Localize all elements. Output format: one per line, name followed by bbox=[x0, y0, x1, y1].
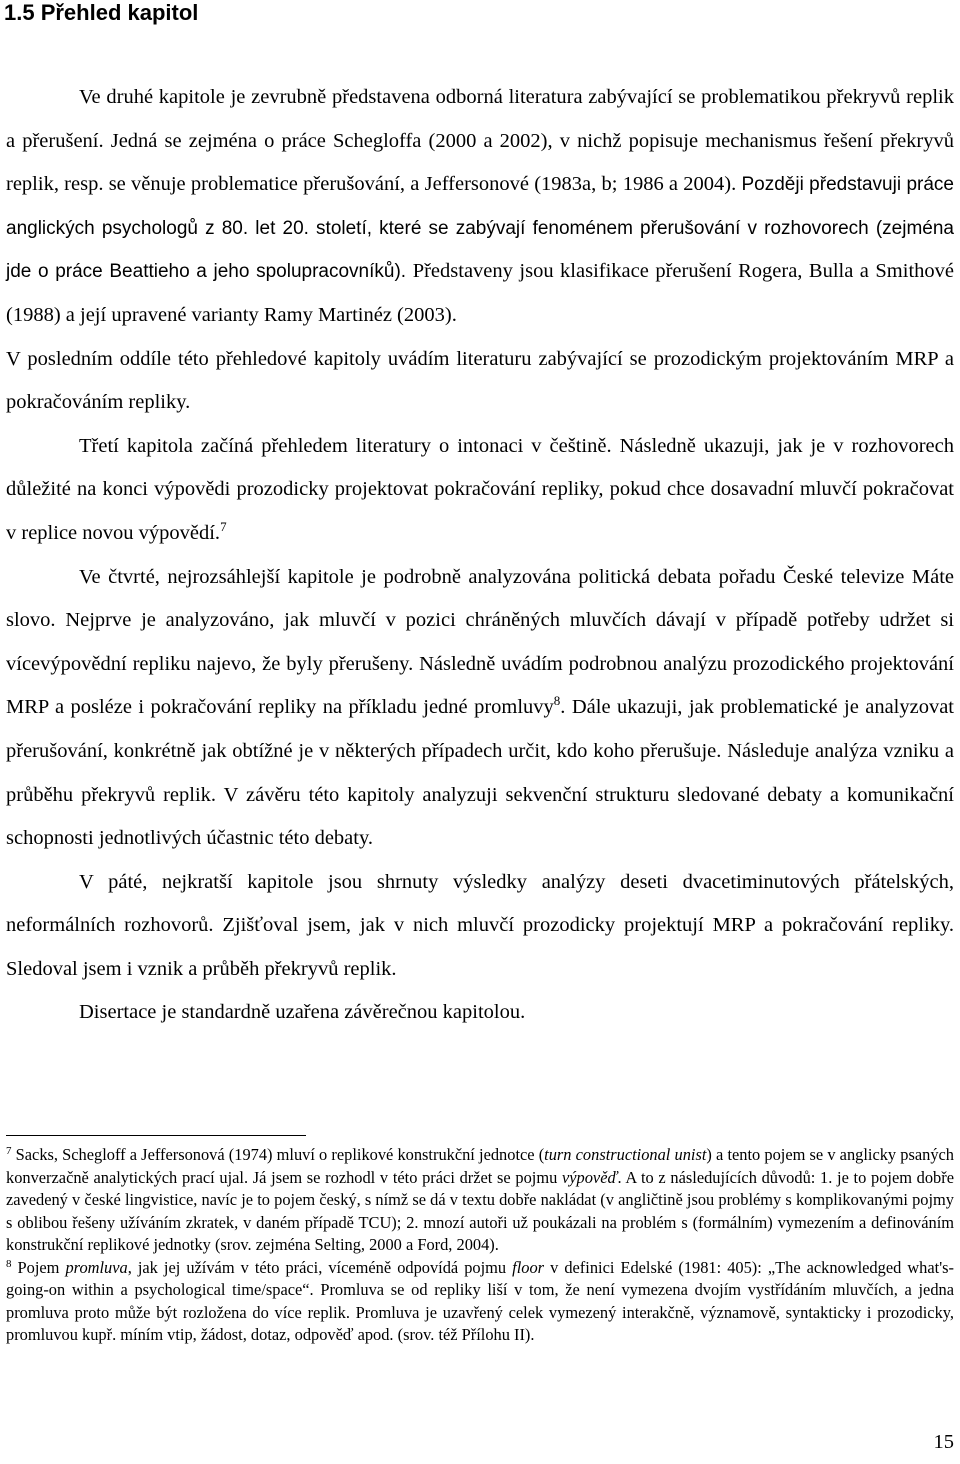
section-heading: 1.5 Přehled kapitol bbox=[4, 0, 199, 25]
footnote-separator bbox=[6, 1135, 306, 1136]
footnote-ref-8: 8 bbox=[553, 693, 561, 709]
paragraph-text: Později představuji práce anglických psychologů z 80. let 20. století, které se zabývají fenoménem přerušování v rozhovorech (zejména jde o práce Beattieho a jeho spolupracovníků). bbox=[6, 174, 954, 283]
footnote-ref-7: 7 bbox=[220, 518, 227, 534]
footnote-italic: turn constructional unist bbox=[544, 1145, 707, 1164]
paragraph-text: Představeny jsou klasifikace přerušení Rogera, Bulla a Smithové (1988) a její upravené varianty Ramy Martinéz (2003). bbox=[6, 260, 954, 326]
page-number: 15 bbox=[933, 1431, 954, 1453]
paragraph-chapter-4 bbox=[6, 556, 954, 861]
footnote-italic: floor bbox=[512, 1257, 545, 1277]
footnote-8 bbox=[6, 1257, 954, 1347]
footnote-text: . A to z následujících důvodů: 1. je to pojem dobře zavedený v české lingvistice, navíc je to pojem český, s nímž se dá v textu dobře nakládat (v angličtině jsou problémy s komplikovanými pojmy s oblibou řešeny užíváním zkratek, v daném případě TCU); 2. mnozí autoři už poukázali na problém s (formálním) vymezením a definováním konstrukční replikové jednotky (srov. zejména Selting, 2000 a Ford, 2004). bbox=[6, 1167, 954, 1254]
paragraph-conclusion: Disertace je standardně uzařena závěrečnou kapitolou. bbox=[79, 1001, 526, 1024]
footnote-text: ) a tento pojem se v anglicky psaných konverzačně analytických prací ujal. Já jsem se rozhodl v této práci držet se pojmu bbox=[6, 1145, 954, 1187]
paragraph-text: Třetí kapitola začíná přehledem literatury o intonaci v češtině. Následně ukazuji, jak je v rozhovorech důležité na konci výpovědi prozodicky projektovat pokračování repliky, pokud chce dosavadní mluvčí pokračovat v replice novou výpovědí. bbox=[6, 434, 954, 544]
paragraph-text: . Dále ukazuji, jak problematické je analyzovat přerušování, konkrétně jak obtížné je v některých případech určit, kdo koho přerušuje. Následuje analýza vzniku a průběhu překryvů replik. V závěru této kapitoly analyzuji sekvenční strukturu sledované debaty a komunikační schopnosti jednotlivých účastnic této debaty. bbox=[6, 696, 955, 850]
footnote-text: , jak jej užívám v této práci, víceméně odpovídá pojmu bbox=[127, 1257, 513, 1277]
footnote-text: Sacks, Schegloff a Jeffersonová (1974) mluví o replikové konstrukční jednotce ( bbox=[11, 1145, 545, 1164]
footnote-text: Pojem bbox=[11, 1257, 66, 1277]
body-text bbox=[6, 76, 954, 1035]
paragraph-text: Ve čtvrté, nejrozsáhlejší kapitole je podrobně analyzována politická debata pořadu České televize Máte slovo. Nejprve je analyzováno, jak mluvčí v pozici chráněných mluvčích dávají v případě potřeby udržet si vícevýpovědní repliku najevo, že byly přerušeny. Následně uvádím podrobnou analýzu prozodického projektování MRP a posléze i pokračování repliky na příkladu jedné promluvy bbox=[6, 565, 954, 719]
paragraph-chapter-3 bbox=[6, 425, 954, 556]
footnote-text: v definici Edelské (1981: 405): „The acknowledged what's-going-on within a psychological time/space“. Promluva se od repliky liší v tom, že není vymezena dvojím vystřídáním mluvčích, a jedna promluva proto může být rozložena do více replik. Promluva je uzavřený celek vymezený interakčně, významově, syntakticky i prozodicky, promluvou kupř. míním vtip, žádost, dotaz, odpověď apod. (srov. též Přílohu II). bbox=[6, 1257, 954, 1344]
paragraph-chapter-5: V páté, nejkratší kapitole jsou shrnuty výsledky analýzy deseti dvacetiminutových přátelských, neformálních rozhovorů. Zjišťoval jsem, jak v nich mluvčí prozodicky projektují MRP a pokračování repliky. Sledoval jsem i vznik a průběh překryvů replik. bbox=[6, 870, 954, 980]
footnote-italic: výpověď bbox=[561, 1167, 618, 1187]
paragraph-text: V posledním oddíle této přehledové kapitoly uvádím literaturu zabývající se prozodickým projektováním MRP a pokračováním repliky. bbox=[6, 347, 954, 414]
footnote-number: 8 bbox=[6, 1257, 12, 1270]
paragraph-text: Ve druhé kapitole je zevrubně představena odborná literatura zabývající se problematikou překryvů replik a přerušení. Jedná se zejména o práce Schegloffa (2000 a 2002), v nichž popisuje mechanismus řešení překryvů replik, resp. se věnuje problematice přerušování, a Jeffersonové (1983a, b; 1986 a 2004). bbox=[6, 86, 954, 196]
footnote-number: 7 bbox=[6, 1145, 12, 1157]
footnote-7 bbox=[6, 1144, 954, 1257]
paragraph-chapter-2 bbox=[6, 76, 954, 425]
footnote-italic: promluva bbox=[65, 1257, 128, 1277]
footnotes bbox=[6, 1144, 954, 1347]
